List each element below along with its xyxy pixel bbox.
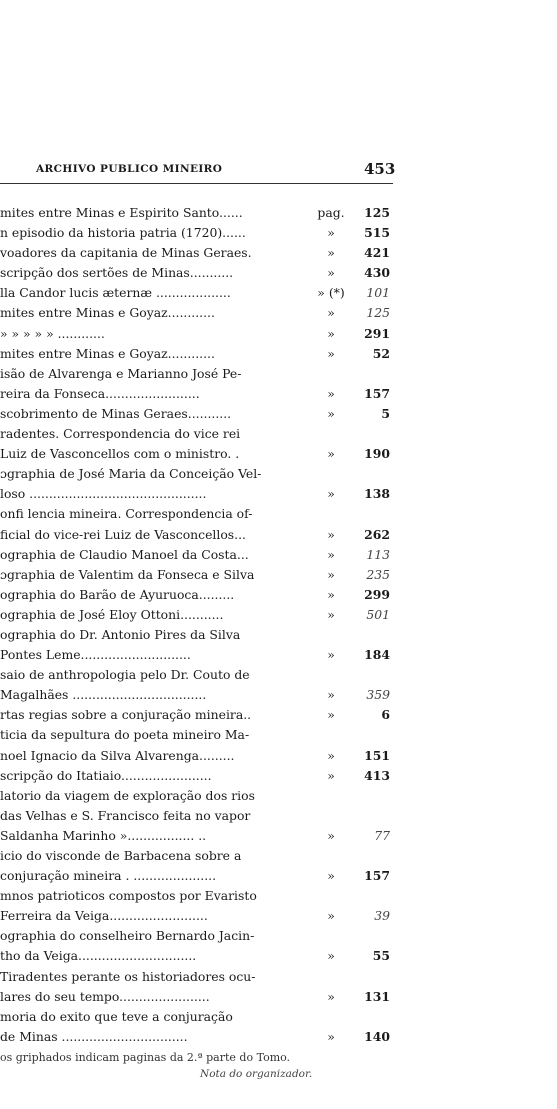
toc-entry-text: ographia do Barão de Ayuruoca......... — [0, 586, 235, 602]
toc-entry — [0, 969, 395, 989]
toc-entry-mark: » — [327, 345, 335, 361]
toc-entry-page: 430 — [364, 265, 390, 281]
toc-entry — [0, 768, 395, 788]
toc-entry-text: scripção dos sertões de Minas........... — [0, 265, 234, 281]
running-header — [0, 160, 396, 182]
toc-entry-page: 291 — [364, 325, 390, 341]
toc-entry — [0, 1029, 395, 1049]
toc-entry-page: 184 — [364, 647, 390, 663]
toc-entry — [0, 225, 395, 245]
toc-entry-mark: » — [327, 827, 335, 843]
toc-entry-mark: » — [327, 265, 335, 281]
toc-entry-text: reira da Fonseca........................ — [0, 385, 200, 401]
toc-entry — [0, 466, 395, 486]
toc-entry — [0, 1009, 395, 1029]
toc-entry-text: ficial do vice-rei Luiz de Vasconcellos... — [0, 526, 246, 542]
toc-entry-text: voadores da capitania de Minas Geraes. — [0, 245, 252, 261]
toc-entry-page: 5 — [381, 405, 390, 421]
toc-entry-text: mites entre Minas e Espirito Santo...... — [0, 205, 243, 220]
toc-entry-page: 140 — [364, 1028, 390, 1044]
toc-entry-page: 299 — [364, 586, 390, 602]
toc-entry-text: noel Ignacio da Silva Alvarenga......... — [0, 747, 235, 763]
toc-entry-page: 157 — [364, 868, 390, 884]
toc-entry-mark: » — [327, 245, 335, 261]
toc-entry-mark: » — [327, 647, 335, 663]
toc-entry-text: Saldanha Marinho »................. .. — [0, 827, 207, 843]
toc-entry-page: 138 — [364, 486, 390, 502]
toc-entry-text: scripção do Itatiaio....................... — [0, 767, 212, 783]
toc-entry-page: 501 — [366, 606, 390, 622]
toc-entry-text: Ferreira da Veiga......................... — [0, 908, 208, 924]
toc-entry-text: Tiradentes perante os historiadores ocu- — [0, 968, 256, 984]
toc-entry — [0, 527, 395, 547]
toc-entry-page: 125 — [364, 205, 390, 220]
toc-entry — [0, 326, 395, 346]
toc-entry-mark: » — [327, 988, 335, 1004]
toc-entry-text: latorio da viagem de exploração dos rios — [0, 787, 255, 803]
toc-entry — [0, 908, 395, 928]
toc-entry-text: Pontes Leme............................ — [0, 647, 191, 663]
toc-entry-mark: » — [327, 566, 335, 582]
toc-entry-mark: » (*) — [317, 285, 345, 301]
toc-entry-page: 359 — [366, 687, 390, 703]
toc-entry-text: conjuração mineira . ..................... — [0, 868, 217, 884]
toc-entry-page: 190 — [364, 446, 390, 462]
page-number: 453 — [364, 160, 396, 178]
toc-entry-mark: » — [327, 325, 335, 341]
toc-entry — [0, 305, 395, 325]
toc-entry-mark: » — [327, 586, 335, 602]
toc-entry-text: rtas regias sobre a conjuração mineira.. — [0, 707, 252, 723]
toc-entry — [0, 587, 395, 607]
toc-entry-mark: » — [327, 948, 335, 964]
toc-entry — [0, 285, 395, 305]
toc-entry-mark: » — [327, 305, 335, 321]
toc-entry — [0, 205, 395, 225]
toc-entry — [0, 788, 395, 808]
toc-entry-text: ɔgraphia de José Maria da Conceição Vel- — [0, 466, 262, 482]
toc-entry-page: 125 — [366, 305, 390, 321]
toc-entry — [0, 687, 395, 707]
toc-entry-mark: » — [327, 385, 335, 401]
toc-entry — [0, 406, 395, 426]
toc-entry-mark: » — [327, 606, 335, 622]
toc-entry — [0, 607, 395, 627]
toc-entry-page: 151 — [364, 747, 390, 763]
toc-entry-text: mnos patrioticos compostos por Evaristo — [0, 888, 257, 904]
table-of-contents — [0, 205, 395, 1049]
toc-entry-text: das Velhas e S. Francisco feita no vapor — [0, 807, 251, 823]
toc-entry-text: mites entre Minas e Goyaz............ — [0, 345, 215, 361]
toc-entry-page: 235 — [366, 566, 390, 582]
toc-entry-text: onfi lencia mineira. Correspondencia of- — [0, 506, 253, 522]
toc-entry-page: 113 — [366, 546, 390, 562]
toc-entry — [0, 647, 395, 667]
toc-entry — [0, 567, 395, 587]
toc-entry-page: 262 — [364, 526, 390, 542]
toc-entry — [0, 547, 395, 567]
toc-entry-text: ographia de José Eloy Ottoni........... — [0, 606, 224, 622]
toc-entry — [0, 828, 395, 848]
toc-entry-mark: » — [327, 707, 335, 723]
toc-entry-text: ɔgraphia de Valentim da Fonseca e Silva — [0, 566, 255, 582]
toc-entry-text: de Minas ................................ — [0, 1028, 188, 1044]
toc-entry-text: lares do seu tempo....................... — [0, 988, 210, 1004]
toc-entry — [0, 386, 395, 406]
toc-entry — [0, 446, 395, 466]
toc-entry — [0, 245, 395, 265]
toc-entry — [0, 426, 395, 446]
toc-entry-mark: » — [327, 486, 335, 502]
toc-entry-text: isão de Alvarenga e Marianno José Pe- — [0, 365, 242, 381]
toc-entry — [0, 948, 395, 968]
toc-entry-page: 77 — [374, 827, 390, 843]
toc-entry — [0, 627, 395, 647]
toc-entry-mark: » — [327, 526, 335, 542]
toc-entry-page: 6 — [381, 707, 390, 723]
toc-entry — [0, 748, 395, 768]
toc-entry-text: ographia do Dr. Antonio Pires da Silva — [0, 626, 241, 642]
toc-entry-mark: » — [327, 1028, 335, 1044]
toc-entry-text: scobrimento de Minas Geraes........... — [0, 405, 232, 421]
toc-entry — [0, 888, 395, 908]
toc-entry-page: 131 — [364, 988, 390, 1004]
toc-entry-mark: pag. — [317, 205, 345, 220]
toc-entry — [0, 486, 395, 506]
toc-entry — [0, 707, 395, 727]
toc-entry-mark: » — [327, 767, 335, 783]
toc-entry-page: 515 — [364, 225, 390, 241]
footnote-signature: Nota do organizador. — [200, 1068, 313, 1080]
toc-entry-page: 157 — [364, 385, 390, 401]
toc-entry-text: » » » » » ............ — [0, 325, 105, 341]
toc-entry — [0, 506, 395, 526]
toc-entry-text: mites entre Minas e Goyaz............ — [0, 305, 215, 321]
toc-entry-text: loso ............................................. — [0, 486, 207, 502]
toc-entry-page: 55 — [372, 948, 390, 964]
toc-entry-text: icio do visconde de Barbacena sobre a — [0, 848, 242, 863]
toc-entry-text: ticia da sepultura do poeta mineiro Ma- — [0, 727, 250, 743]
toc-entry — [0, 848, 395, 868]
toc-entry-text: radentes. Correspondencia do vice rei — [0, 426, 241, 442]
toc-entry-page: 39 — [374, 908, 390, 924]
toc-entry-text: saio de anthropologia pelo Dr. Couto de — [0, 667, 250, 683]
toc-entry-text: Luiz de Vasconcellos com o ministro. . — [0, 446, 240, 462]
toc-entry — [0, 989, 395, 1009]
toc-entry-mark: » — [327, 405, 335, 421]
toc-entry-text: Magalhães .................................. — [0, 687, 207, 703]
toc-entry-mark: » — [327, 908, 335, 924]
toc-entry-text: ographia de Claudio Manoel da Costa... — [0, 546, 249, 562]
toc-entry-mark: » — [327, 687, 335, 703]
toc-entry-mark: » — [327, 868, 335, 884]
toc-entry — [0, 346, 395, 366]
toc-entry-text: tho da Veiga.............................. — [0, 948, 197, 964]
toc-entry-text: moria do exito que teve a conjuração — [0, 1008, 233, 1024]
toc-entry-text: lla Candor lucis æternæ ................... — [0, 285, 231, 301]
toc-entry — [0, 868, 395, 888]
toc-entry — [0, 808, 395, 828]
toc-entry-page: 101 — [366, 285, 390, 301]
toc-entry-mark: » — [327, 747, 335, 763]
toc-entry — [0, 667, 395, 687]
footnote-text: os griphados indicam paginas da 2.ª parte do Tomo. — [0, 1051, 291, 1064]
toc-entry-text: n episodio da historia patria (1720)...... — [0, 225, 246, 241]
toc-entry-page: 421 — [364, 245, 390, 261]
toc-entry — [0, 265, 395, 285]
toc-entry — [0, 928, 395, 948]
header-rule — [0, 183, 393, 184]
toc-entry-page: 413 — [364, 767, 390, 783]
toc-entry-mark: » — [327, 446, 335, 462]
toc-entry-mark: » — [327, 546, 335, 562]
toc-entry-page: 52 — [372, 345, 390, 361]
toc-entry — [0, 366, 395, 386]
toc-entry-mark: » — [327, 225, 335, 241]
toc-entry — [0, 727, 395, 747]
header-title: ARCHIVO PUBLICO MINEIRO — [36, 163, 223, 175]
toc-entry-text: ographia do conselheiro Bernardo Jacin- — [0, 928, 255, 944]
